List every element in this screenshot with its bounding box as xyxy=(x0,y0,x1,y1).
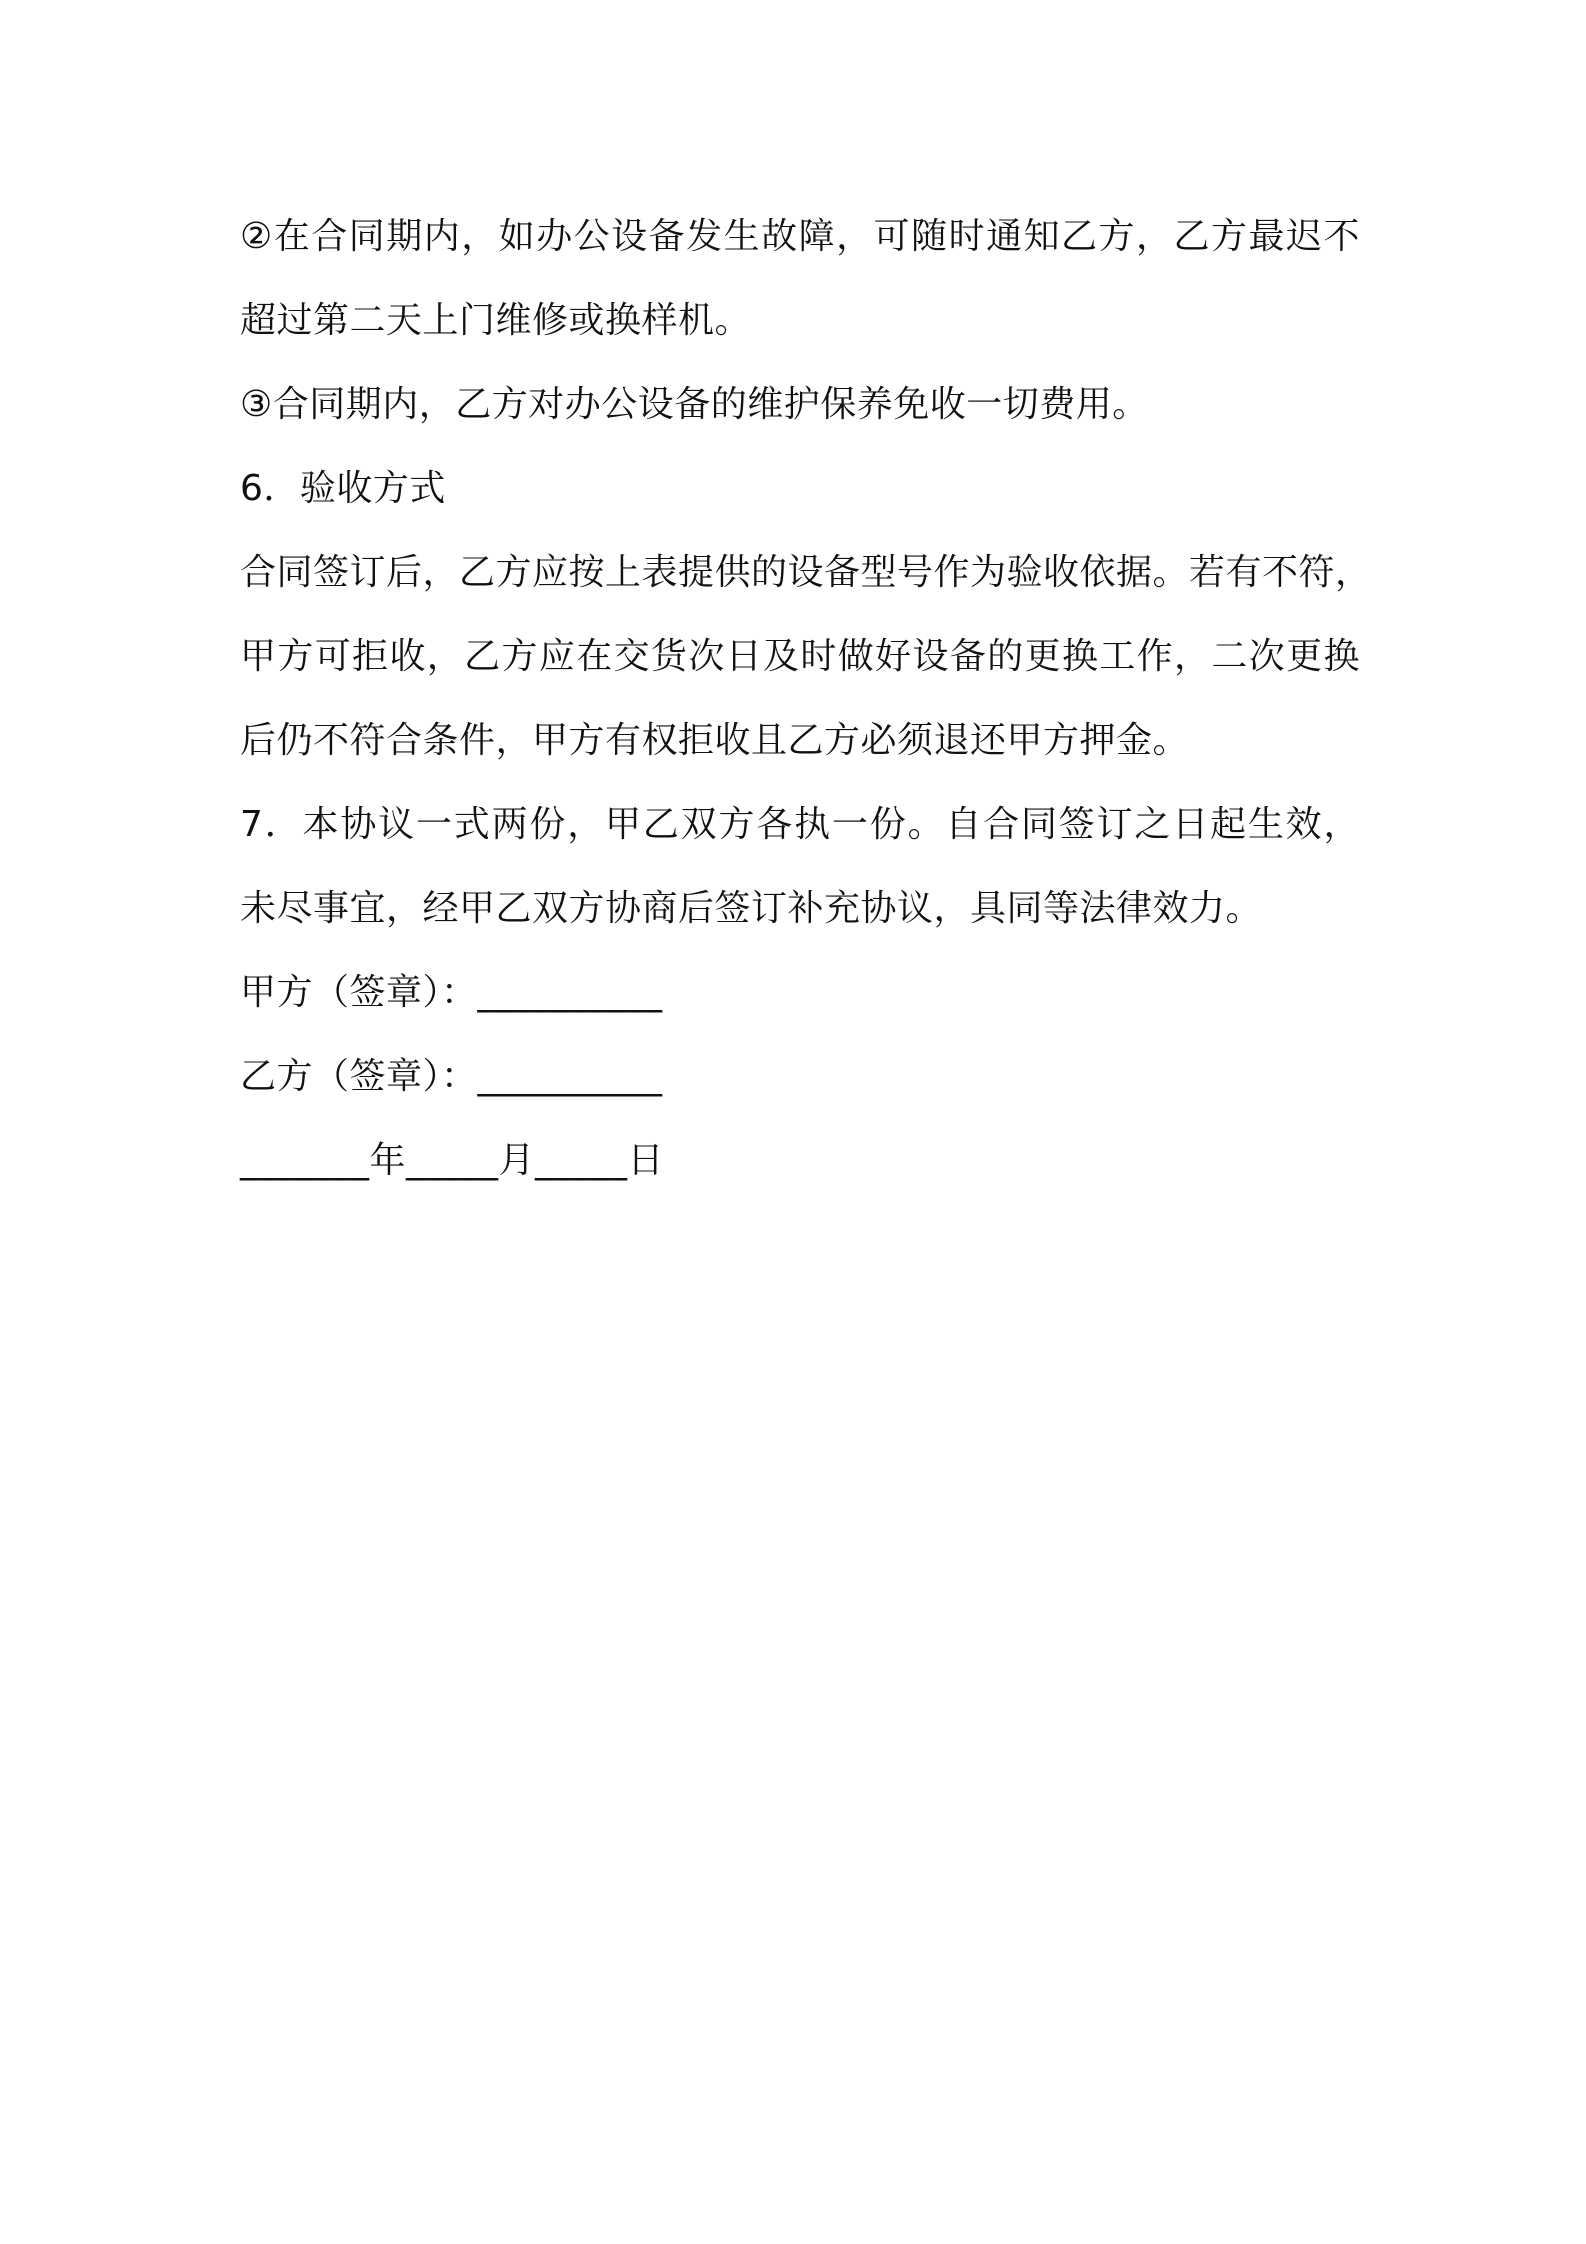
section-6-line-2: 甲方可拒收，乙方应在交货次日及时做好设备的更换工作，二次更换 xyxy=(240,636,1360,677)
clause-2-line-2: 超过第二天上门维修或换样机。 xyxy=(240,300,752,341)
contract-text xyxy=(240,195,1372,1203)
section-6-line-3: 后仍不符合条件，甲方有权拒收且乙方必须退还甲方押金。 xyxy=(240,720,1190,761)
section-7-line-1: 7．本协议一式两份，甲乙双方各执一份。自合同签订之日起生效， xyxy=(240,804,1360,845)
section-7-line-2: 未尽事宜，经甲乙双方协商后签订补充协议，具同等法律效力。 xyxy=(240,888,1263,929)
section-6-line-1: 合同签订后，乙方应按上表提供的设备型号作为验收依据。若有不符， xyxy=(240,552,1372,593)
clause-3: ③合同期内，乙方对办公设备的维护保养免收一切费用。 xyxy=(240,384,1149,425)
section-6-heading: 6．验收方式 xyxy=(240,468,446,509)
clause-2-line-1: ②在合同期内，如办公设备发生故障，可随时通知乙方，乙方最迟不 xyxy=(240,216,1360,257)
party-a-signature-line: 甲方（签章）：__________ xyxy=(240,972,663,1013)
party-b-signature-line: 乙方（签章）：__________ xyxy=(240,1056,663,1097)
date-line: _______年_____月_____日 xyxy=(240,1140,664,1181)
